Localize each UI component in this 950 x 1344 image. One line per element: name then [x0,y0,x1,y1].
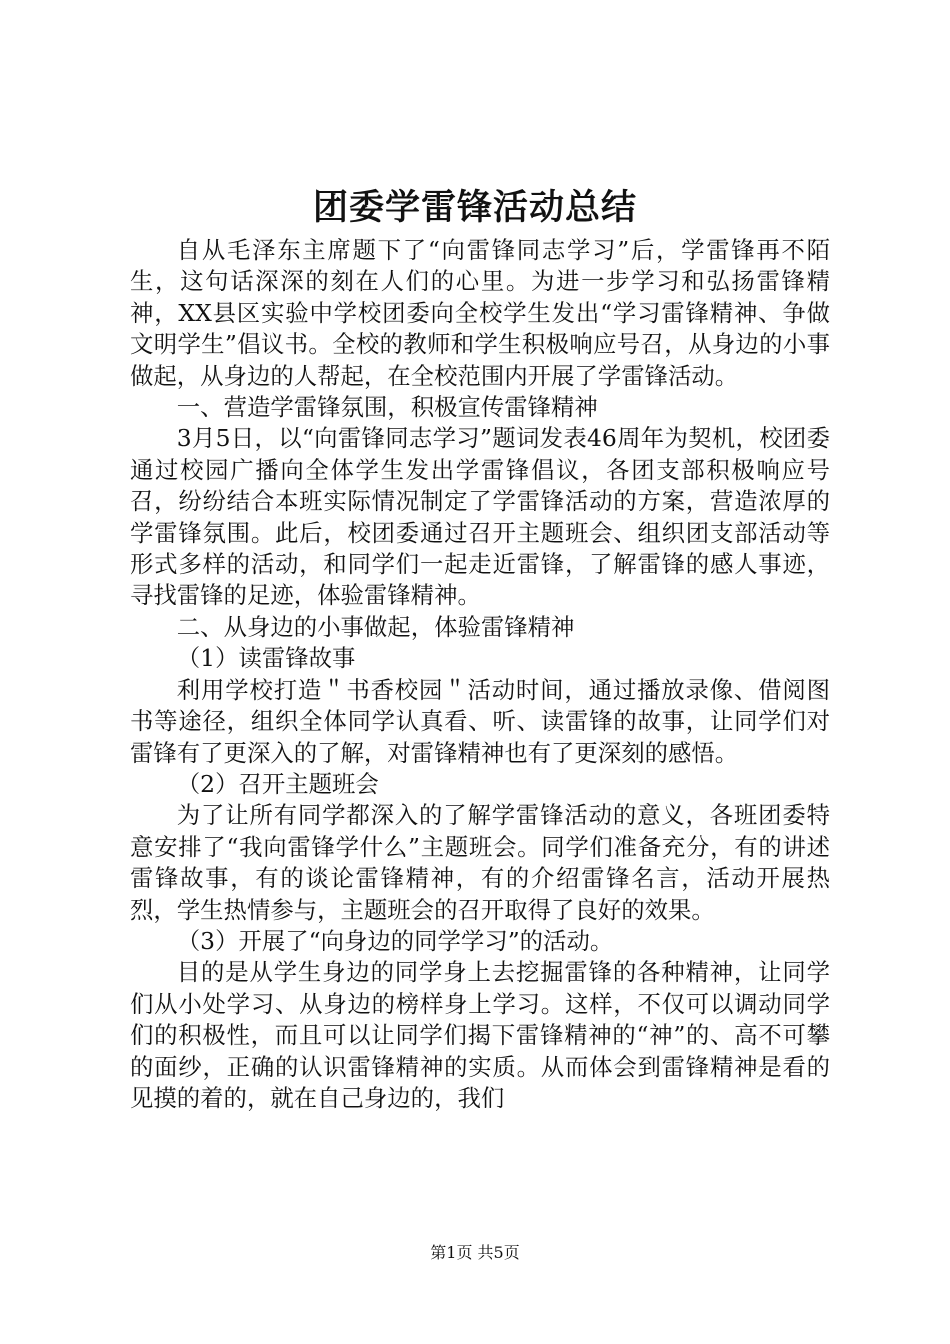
subsection-heading: （1）读雷锋故事 [176,644,356,673]
paragraph: 利用学校打造＂书香校园＂活动时间，通过播放录像、借阅图书等途径，组织全体同学认真看、听、读雷锋的故事，让同学们对雷锋有了更深入的了解，对雷锋精神也有了更深刻的感悟。 [130,675,830,767]
paragraph: 为了让所有同学都深入的了解学雷锋活动的意义，各班团委特意安排了“我向雷锋学什么”主题班会。同学们准备充分，有的讲述雷锋故事，有的谈论雷锋精神，有的介绍雷锋名言，活动开展热烈，学生热情参与，主题班会的召开取得了良好的效果。 [130,801,830,924]
page-footer: 第1页 共5页 [430,1243,520,1262]
page-title: 团委学雷锋活动总结 [312,187,637,228]
paragraph: 自从毛泽东主席题下了“向雷锋同志学习”后，学雷锋再不陌生，这句话深深的刻在人们的心里。为进一步学习和弘扬雷锋精神，XX县区实验中学校团委向全校学生发出“学习雷锋精神、争做文明学生”倡议书。全校的教师和学生积极响应号召，从身边的小事做起，从身边的人帮起，在全校范围内开展了学雷锋活动。 [130,236,830,390]
subsection-heading: （3）开展了“向身边的同学学习”的活动。 [176,926,614,955]
section-heading: 一、营造学雷锋氛围，积极宣传雷锋精神 [176,393,598,422]
paragraph: 目的是从学生身边的同学身上去挖掘雷锋的各种精神，让同学们从小处学习、从身边的榜样身上学习。这样，不仅可以调动同学们的积极性，而且可以让同学们揭下雷锋精神的“神”的、高不可攀的面纱，正确的认识雷锋精神的实质。从而体会到雷锋精神是看的见摸的着的，就在自己身边的，我们 [130,958,830,1112]
subsection-heading: （2）召开主题班会 [176,769,379,798]
document-body [130,235,830,1114]
section-heading: 二、从身边的小事做起，体验雷锋精神 [176,612,575,641]
paragraph: 3月5日，以“向雷锋同志学习”题词发表46周年为契机，校团委通过校园广播向全体学生发出学雷锋倡议，各团支部积极响应号召，纷纷结合本班实际情况制定了学雷锋活动的方案，营造浓厚的学雷锋氛围。此后，校团委通过召开主题班会、组织团支部活动等形式多样的活动，和同学们一起走近雷锋，了解雷锋的感人事迹，寻找雷锋的足迹，体验雷锋精神。 [130,424,830,610]
